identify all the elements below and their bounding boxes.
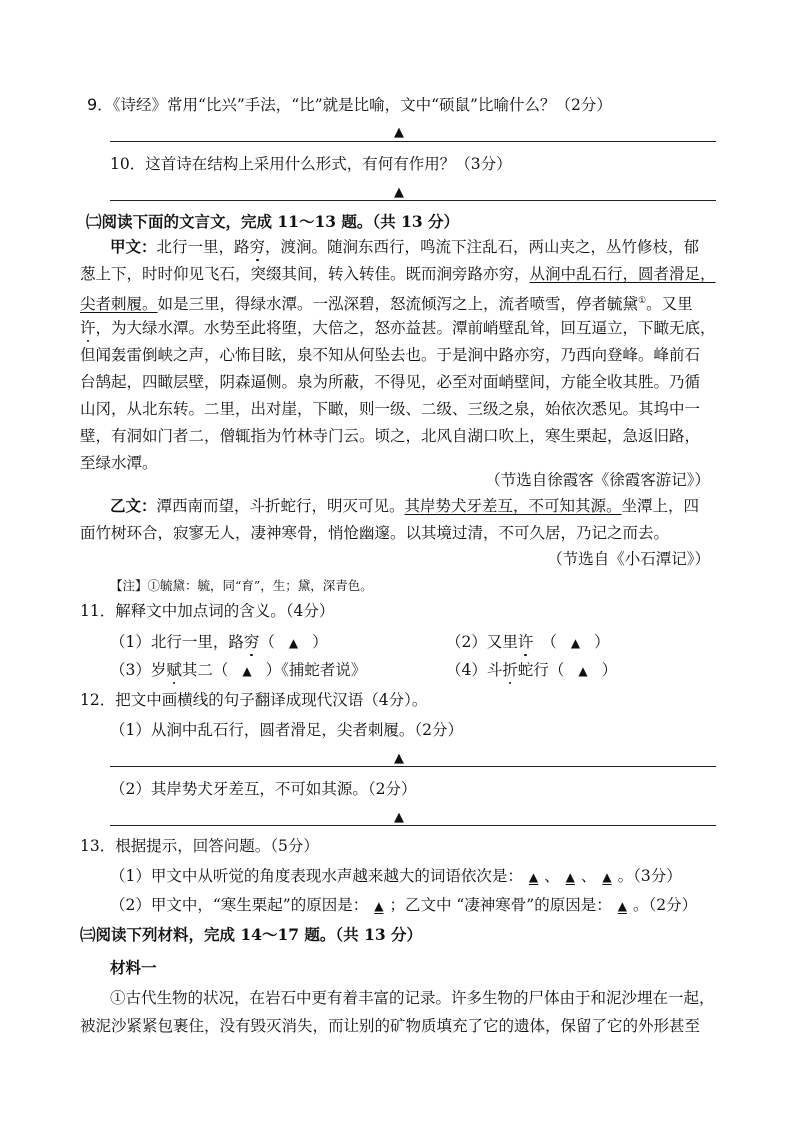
section-2-title: ㈡阅读下面的文言文，完成 11～13 题。（共 13 分） [86, 212, 460, 231]
answer-marker: ▲ [570, 636, 581, 650]
question-13-item: （1）甲文中从听觉的角度表现水声越来越大的词语依次是： ▲ 、 ▲ 、 ▲ 。（3分） [110, 867, 682, 885]
answer-marker: ▲ [288, 636, 299, 650]
passage-jia-line: 尖者刺履。如是三里，得绿水潭。一泓深碧，怒流倾泻之上，流者喷雪，停者毓黛①。又里 [80, 295, 693, 314]
underlined-sentence: 其岸势犬牙差互，不可知其源。 [404, 497, 622, 515]
answer-blank: ▲ [602, 870, 612, 884]
dotted-word: 穷 [243, 633, 260, 651]
answer-line [110, 141, 716, 142]
material-1-label: 材料一 [110, 958, 157, 977]
answer-marker: ▲ [394, 751, 404, 766]
passage-jia-source: （节选自徐霞客《徐霞客游记》） [485, 471, 710, 489]
answer-blank: ▲ [565, 870, 575, 884]
passage-yi-line: 面竹树环合，寂寥无人，凄神寒骨，悄怆幽邃。以其境过清，不可久居，乃记之而去。 [80, 524, 670, 542]
dotted-word: 穷 [249, 238, 266, 256]
answer-blank: ▲ [617, 899, 627, 913]
passage-jia-line: 山冈，从北东转。二里，出对崖，下瞰，则一级、二级、三级之泉，始依次悉见。其坞中一 [80, 400, 701, 418]
passage-jia-line: 许，为大绿水潭。水势至此将堕，大倍之，怒亦益甚。潭前峭壁乱耸，回互逼立，下瞰无底， [80, 319, 716, 337]
answer-blank: ▲ [374, 899, 384, 913]
question-13-title: 13．根据提示，回答问题。（5分） [80, 837, 319, 855]
answer-marker: ▲ [578, 664, 588, 678]
dotted-word: 赋 [166, 661, 182, 679]
answer-marker: ▲ [242, 664, 252, 678]
footnote-mark: ① [638, 296, 647, 306]
dotted-word: 许 [517, 633, 534, 651]
answer-blank: ▲ [528, 870, 539, 884]
question-11-title: 11．解释文中加点词的含义。（4分） [80, 602, 335, 620]
passage-jia-line: 甲文：北行一里，路穷，渡涧。随涧东西行，鸣流下注乱石，两山夹之，丛竹修枝，郁 [110, 237, 700, 256]
answer-marker: ▲ [394, 125, 404, 140]
dotted-word: 许 [80, 319, 96, 337]
answer-line [110, 766, 716, 767]
question-12-item: （1）从涧中乱石行，圆者滑足，尖者刺履。（2分） [110, 721, 463, 739]
material-1-line: ①古代生物的状况，在岩石中更有着丰富的记录。许多生物的尸体由于和泥沙埋在一起， [110, 989, 715, 1007]
passage-jia-line: 葱上下，时时仰见飞石，突缀其间，转入转佳。既而涧旁路亦穷，从涧中乱石行，圆者滑足， [80, 265, 716, 283]
passage-yi-label: 乙文： [110, 496, 157, 515]
answer-marker: ▲ [394, 810, 404, 825]
question-11-item: （1）北行一里，路穷（ ▲ ） [110, 633, 328, 651]
passage-yi-source: （节选自《小石潭记》） [547, 550, 710, 568]
question-11-item: （4）斗折蛇行（ ▲ ） [446, 661, 618, 679]
underlined-sentence: 从涧中乱石行，圆者滑足， [529, 265, 716, 283]
passage-jia-label: 甲文： [110, 237, 157, 256]
answer-line [110, 200, 716, 201]
question-13-item: （2）甲文中，“寒生栗起”的原因是： ▲ ；乙文中 “凄神寒骨”的原因是： ▲ 。（2分） [110, 896, 698, 914]
passage-jia-line: 台鹄起，四瞰层壁，阴森逼侧。泉为所蔽，不得见，必至对面峭壁间，方能全收其胜。乃循 [80, 373, 701, 391]
passage-jia-line: 壁，有洞如门者二，僧辄指为竹林寺门云。顷之，北风自湖口吹上，寒生栗起，急返旧路， [80, 427, 701, 445]
answer-line [110, 825, 716, 826]
material-1-line: 被泥沙紧紧包裹住，没有毁灭消失，而让别的矿物质填充了它的遗体，保留了它的外形甚至 [80, 1017, 701, 1035]
question-11-item: （3）岁赋其二（ ▲ ）《捕蛇者说》 [110, 661, 367, 679]
question-9 [87, 95, 612, 115]
passage-jia-line: 但闻轰雷倒峡之声，心怖目眩，泉不知从何坠去也。于是涧中路亦穷，乃西向登峰。峰前石 [80, 346, 701, 364]
footnote: 【注】①毓黛：毓，同“育”，生；黛，深青色。 [110, 578, 373, 593]
passage-yi-line: 乙文：潭西南而望，斗折蛇行，明灭可见。其岸势犬牙差互，不可知其源。坐潭上，四 [110, 496, 700, 515]
question-12-title: 12．把文中画横线的句子翻译成现代汉语（4分）。 [80, 691, 428, 709]
question-9-number: 9 [87, 95, 98, 114]
question-11-item: （2）又里许 （ ▲ ） [446, 633, 610, 651]
dotted-word: 折 [502, 661, 518, 679]
question-12-item: （2）其岸势犬牙差互，不可如其源。（2分） [110, 780, 417, 798]
passage-jia-line: 至绿水潭。 [80, 454, 158, 472]
question-9-text: ．《诗经》常用“比兴”手法，“比”就是比喻，文中“硕鼠”比喻什么？（2分） [97, 96, 612, 114]
answer-marker: ▲ [394, 185, 404, 200]
question-10: 10．这首诗在结构上采用什么形式，有何有作用？（3分） [110, 155, 512, 173]
section-3-title: ㈢阅读下列材料，完成 14～17 题。（共 13 分） [80, 925, 423, 944]
underlined-sentence: 尖者刺履。 [80, 295, 158, 314]
